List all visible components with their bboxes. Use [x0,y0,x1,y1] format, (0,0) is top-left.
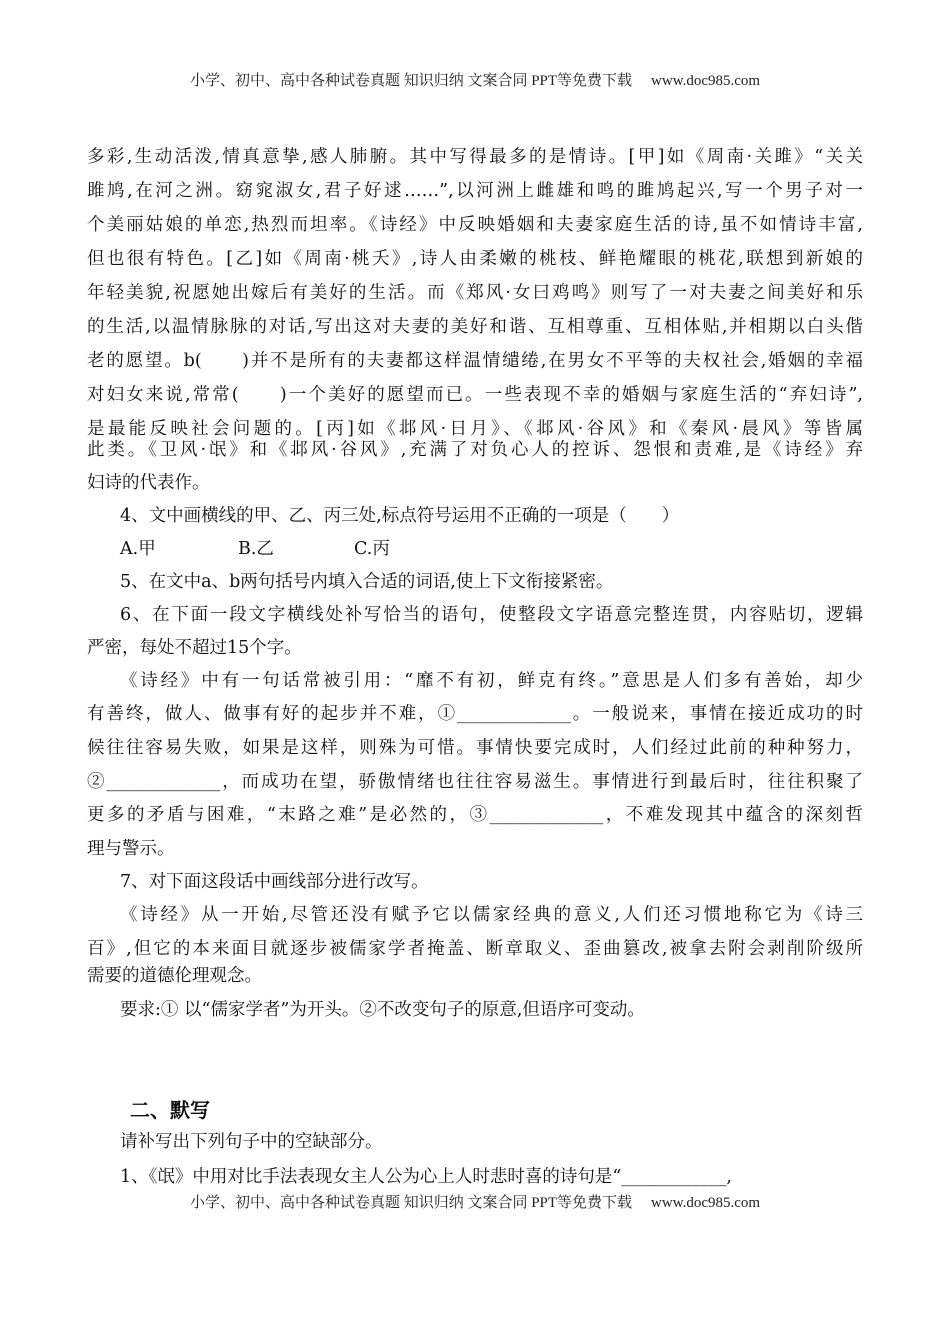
question-5: 5、在文中a、b两句括号内填入合适的词语,使上下文衔接紧密。 [120,572,614,592]
section-intro: 请补写出下列句子中的空缺部分。 [120,1132,383,1152]
header-text: 小学、初中、高中各种试卷真题 知识归纳 文案合同 PPT等免费下载 [189,73,633,89]
text-line: 更多的矛盾与困难，“末路之难”是必然的，③_____________，不难发现其中蕴含的深刻哲 [87,805,863,825]
section-title: 二、默写 [130,1098,210,1122]
text-line: 是最能反映社会问题的。[丙]如《邶风·日月》、《邶风·谷风》和《秦风·晨风》等皆属 [87,419,863,439]
page-header [0,69,950,90]
text-line: 《诗经》中有一句话常被引用：“靡不有初，鲜克有终。”意思是人们多有善始，却少 [120,671,863,691]
text-line: 此类。《卫风·氓》和《邶风·谷风》,充满了对负心人的控诉、怨恨和责难,是《诗经》弃 [87,440,863,460]
page-footer [0,1191,950,1212]
text-line: 候往往容易失败，如果是这样，则殊为可惜。事情快要完成时，人们经过此前的种种努力， [87,738,863,758]
text-line: 百》,但它的本来面目就逐步被儒家学者掩盖、断章取义、歪曲篡改,被拿去附会剥削阶级所 [87,939,863,959]
text-line: 多彩,生动活泼,情真意挚,感人肺腑。其中写得最多的是情诗。[甲]如《周南·关雎》“关关 [87,147,863,167]
text-line: 老的愿望。b( )并不是所有的夫妻都这样温情缱绻,在男女不平等的夫权社会,婚姻的幸福 [87,351,863,371]
footer-text: 小学、初中、高中各种试卷真题 知识归纳 文案合同 PPT等免费下载 [189,1195,633,1211]
question-7: 7、对下面这段话中画线部分进行改写。 [120,872,429,892]
text-line: 对妇女来说,常常( )一个美好的愿望而已。一些表现不幸的婚姻与家庭生活的“弃妇诗”, [87,385,863,405]
dictation-question-1: 1、《氓》中用对比手法表现女主人公为心上人时悲时喜的诗句是“____________, [120,1167,732,1187]
question-7-requirement: 要求:① 以“儒家学者”为开头。②不改变句子的原意,但语序可变动。 [120,1000,645,1020]
text-line: 《诗经》从一开始,尽管还没有赋予它以儒家经典的意义,人们还习惯地称它为《诗三 [120,905,863,925]
question-4: 4、文中画横线的甲、乙、丙三处,标点符号运用不正确的一项是（ ） [120,506,680,526]
q4-option-a: A.甲 [120,539,156,559]
text-line: 理与警示。 [87,839,175,859]
footer-site: www.doc985.com [651,1195,761,1211]
text-line: ②_____________，而成功在望，骄傲情绪也往往容易滋生。事情进行到最后时，往往积聚了 [87,772,863,792]
question-6-cont: 严密，每处不超过15个字。 [87,638,302,658]
text-line: 需要的道德伦理观念。 [87,966,262,986]
text-line: 的生活,以温情脉脉的对话,写出这对夫妻的美好和谐、互相尊重、互相体贴,并相期以白头偕 [87,317,863,337]
text-line: 但也很有特色。[乙]如《周南·桃夭》,诗人由柔嫩的桃枝、鲜艳耀眼的桃花,联想到新娘的 [87,249,863,269]
header-site: www.doc985.com [651,73,761,89]
q4-option-c: C.丙 [354,539,390,559]
text-line: 妇诗的代表作。 [87,473,210,493]
text-line: 雎鸠,在河之洲。窈窕淑女,君子好逑……”,以河洲上雌雄和鸣的雎鸠起兴,写一个男子对一 [87,181,863,201]
text-line: 有善终，做人、做事有好的起步并不难，①_____________。一般说来，事情在接近成功的时 [87,704,863,724]
text-line: 年轻美貌,祝愿她出嫁后有美好的生活。而《郑风·女曰鸡鸣》则写了一对夫妻之间美好和乐 [87,283,863,303]
text-line: 个美丽姑娘的单恋,热烈而坦率。《诗经》中反映婚姻和夫妻家庭生活的诗,虽不如情诗丰富, [87,215,863,235]
q4-option-b: B.乙 [238,539,274,559]
question-6: 6、在下面一段文字横线处补写恰当的语句，使整段文字语意完整连贯，内容贴切，逻辑 [120,605,863,625]
